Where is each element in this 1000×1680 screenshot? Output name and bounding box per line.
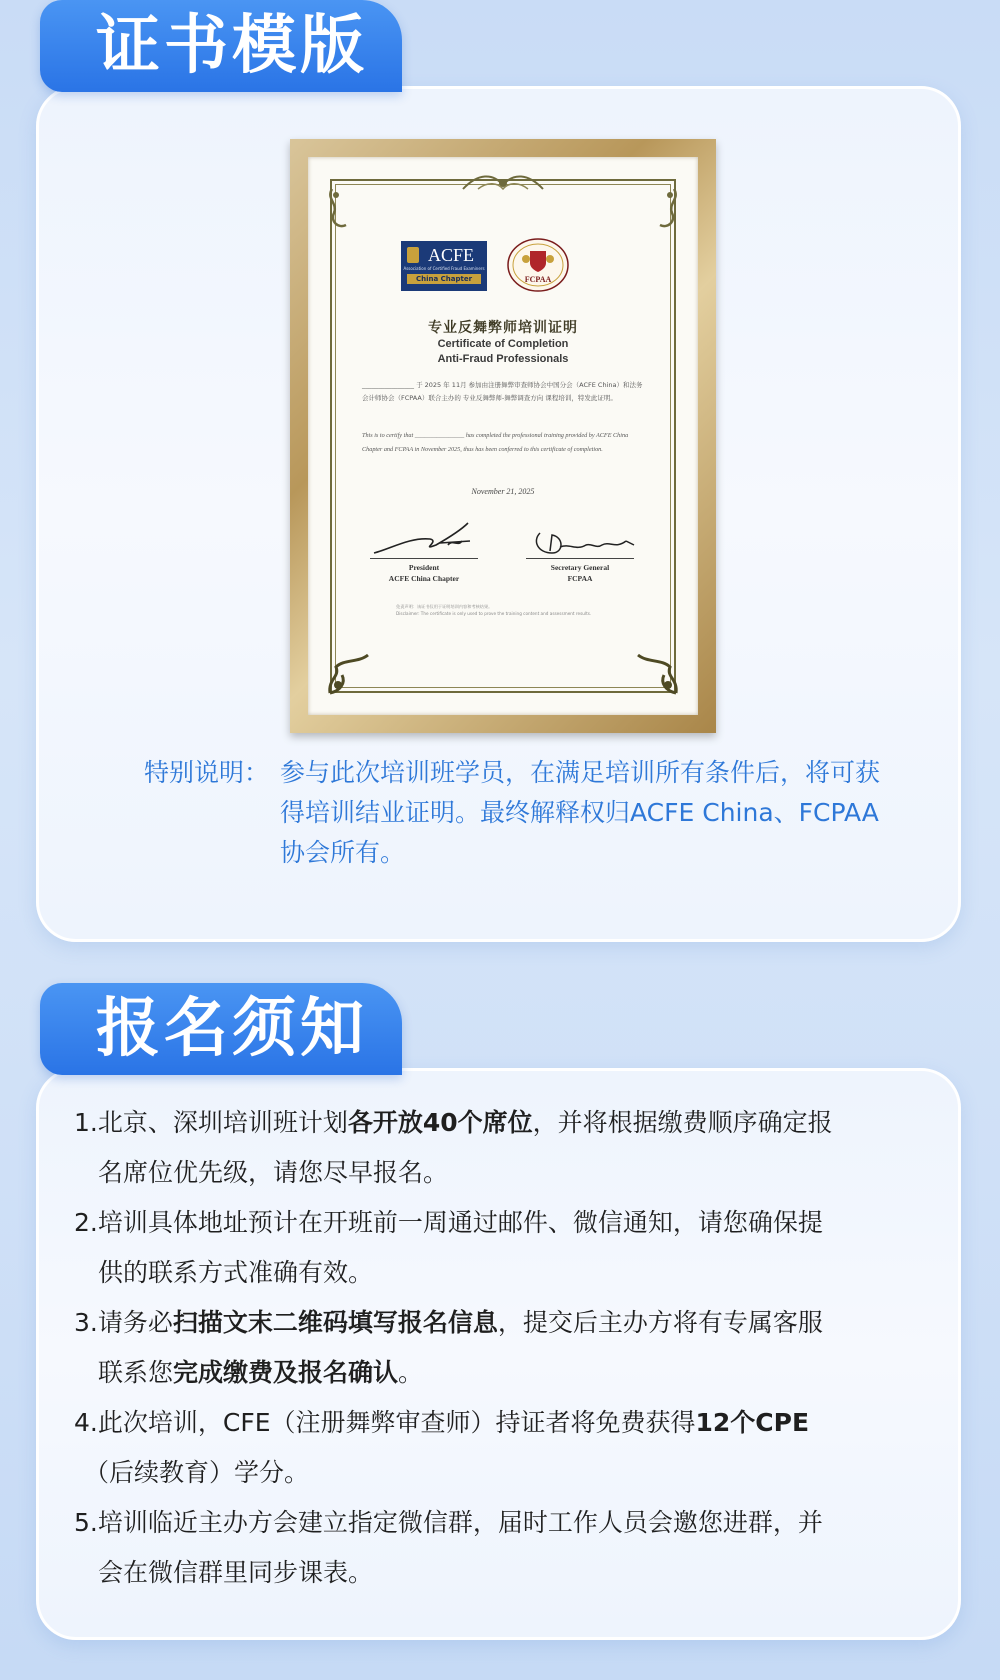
list-item xyxy=(74,1498,914,1598)
item-text: 会在微信群里同步课表。 xyxy=(98,1558,374,1587)
secretary-role xyxy=(520,562,640,584)
special-note xyxy=(144,753,884,873)
secretary-signature xyxy=(530,523,640,563)
certificate-image xyxy=(290,139,716,733)
certificate-title-en-2: Anti-Fraud Professionals xyxy=(437,353,569,365)
item-number: 3. xyxy=(74,1308,98,1337)
certificate-title-en-1: Certificate of Completion xyxy=(437,338,569,350)
secretary-title: Secretary General xyxy=(550,563,610,572)
item-emphasis: 12个CPE xyxy=(695,1408,810,1437)
section-tab-registration xyxy=(40,983,402,1075)
president-role xyxy=(364,562,484,584)
top-ornament-icon xyxy=(458,171,548,197)
acfe-logo xyxy=(401,241,487,291)
item-text: 。 xyxy=(398,1358,424,1387)
corner-ornament-icon xyxy=(632,185,682,235)
list-item xyxy=(74,1198,914,1298)
certificate-paragraph-cn: ________________ 于 2025 年 11月 参加由注册舞弊审查师协会中国分会（ACFE China）和法务会计师协会（FCPAA）联合主办的 专业反舞弊师-舞弊调查方向 课程培训，特发此证明。 xyxy=(362,381,643,402)
special-note-body: 参与此次培训班学员，在满足培训所有条件后，将可获得培训结业证明。最终解释权归ACFE China、FCPAA协会所有。 xyxy=(280,758,881,867)
corner-ornament-icon xyxy=(324,649,374,699)
item-text: 培训临近主办方会建立指定微信群，届时工作人员会邀您进群，并 xyxy=(97,1508,823,1537)
item-number: 4. xyxy=(74,1408,98,1437)
item-number: 1. xyxy=(74,1108,98,1137)
certificate-disclaimer xyxy=(396,603,648,617)
section-title: 报名须知 xyxy=(96,992,368,1066)
acfe-emblem-icon xyxy=(407,247,419,263)
item-text: 请务必 xyxy=(97,1308,173,1337)
item-number: 5. xyxy=(74,1508,98,1537)
item-line xyxy=(74,1348,914,1398)
corner-ornament-icon xyxy=(632,649,682,699)
item-emphasis: 各开放40个席位 xyxy=(347,1108,533,1137)
list-item xyxy=(74,1398,914,1498)
acfe-logo-text: ACFE xyxy=(427,245,474,265)
list-item xyxy=(74,1098,914,1198)
secretary-org: FCPAA xyxy=(567,574,593,583)
fcpaa-logo-text: FCPAA xyxy=(524,275,552,284)
item-text: 北京、深圳培训班计划 xyxy=(97,1108,348,1137)
acfe-logo-chapter: China Chapter xyxy=(407,274,481,284)
item-text: 联系您 xyxy=(98,1358,174,1387)
fcpaa-seal-icon xyxy=(506,237,570,293)
item-text: 培训具体地址预计在开班前一周通过邮件、微信通知，请您确保提 xyxy=(97,1208,823,1237)
item-emphasis: 完成缴费及报名确认 xyxy=(173,1358,399,1387)
item-text: 名席位优先级，请您尽早报名。 xyxy=(98,1158,449,1187)
fcpaa-logo xyxy=(506,237,570,293)
item-number: 2. xyxy=(74,1208,98,1237)
disclaimer-cn: 免责声明：该证书仅用于证明培训内容和考核结果。 xyxy=(396,604,493,609)
certificate-paragraph-en: This is to certify that ________________ has completed the professional training provided by ACFE China Chapter and FCPAA in November 2025, thus has been conferred to this certificate of completion. xyxy=(362,432,629,453)
section-tab-certificate xyxy=(40,0,402,92)
item-text: （后续教育）学分。 xyxy=(84,1458,310,1487)
certificate-date: November 21, 2025 xyxy=(471,487,535,496)
certificate-title-cn: 专业反舞弊师培训证明 xyxy=(428,320,578,336)
item-text: 供的联系方式准确有效。 xyxy=(98,1258,374,1287)
list-item xyxy=(74,1298,914,1398)
item-text: ，并将根据缴费顺序确定报 xyxy=(532,1108,833,1137)
president-title: President xyxy=(408,563,440,572)
registration-list xyxy=(74,1098,914,1598)
item-emphasis: 扫描文末二维码填写报名信息 xyxy=(172,1308,498,1337)
item-text: ，提交后主办方将有专属客服 xyxy=(497,1308,823,1337)
special-note-label: 特别说明： xyxy=(144,758,270,787)
president-signature xyxy=(370,519,480,559)
item-text: 此次培训，CFE（注册舞弊审查师）持证者将免费获得 xyxy=(97,1408,696,1437)
acfe-logo-subtitle: Association of Certified Fraud Examiners xyxy=(403,266,485,271)
certificate-paper xyxy=(308,157,698,715)
president-org: ACFE China Chapter xyxy=(388,574,460,583)
signature-line xyxy=(526,558,634,559)
signature-line xyxy=(370,558,478,559)
corner-ornament-icon xyxy=(324,185,374,235)
section-title: 证书模版 xyxy=(96,9,368,83)
disclaimer-en: Disclaimer: The certificate is only used to prove the training content and assessment results. xyxy=(396,611,592,616)
